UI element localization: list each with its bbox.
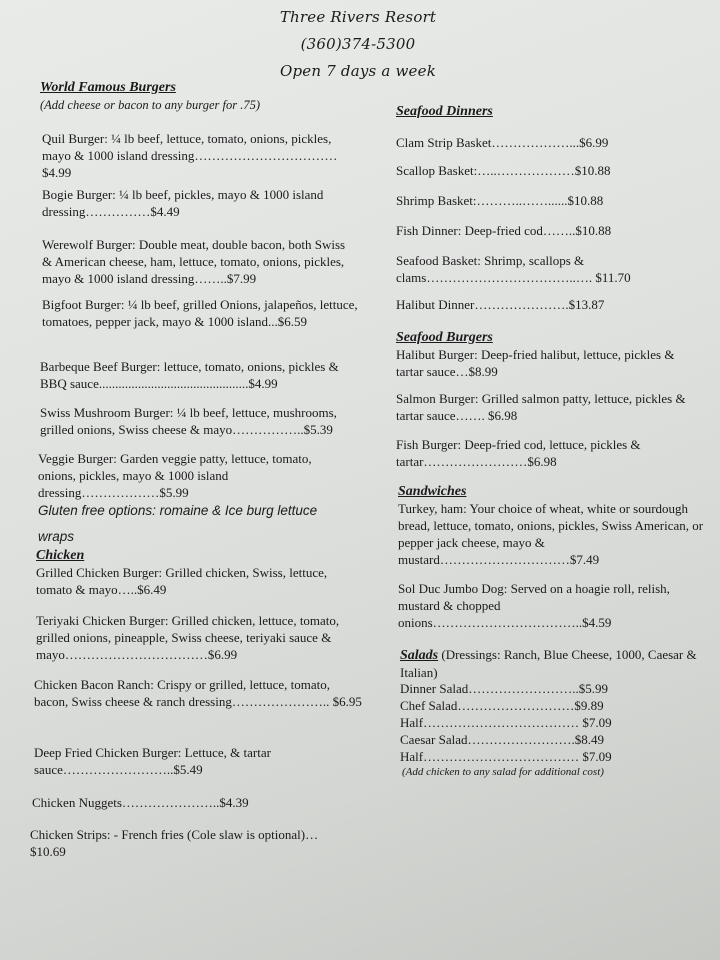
menu-item-halibut-dinner: Halibut Dinner………………….$13.87 (396, 297, 605, 312)
salads-title: Salads (400, 648, 439, 663)
menu-item-fish-burger: Fish Burger: Deep-fried cod, lettuce, pickles & tartar……………………$6.98 (396, 437, 641, 469)
hours-text: Open 7 days a week (280, 62, 436, 80)
menu-item-salmon-burger: Salmon Burger: Grilled salmon patty, lettuce, pickles & tartar sauce……. $6.98 (396, 391, 686, 423)
salads-dressings: (Dressings: Ranch, Blue Cheese, 1000, Caesar & Italian) (400, 647, 697, 680)
phone-number: (360)374-5300 (300, 35, 416, 53)
menu-item-chicken-bacon-ranch: Chicken Bacon Ranch: Crispy or grilled, lettuce, tomato, bacon, Swiss cheese & ranch dressing………………….. $6.95 (34, 677, 362, 709)
menu-item-deep-fried-chicken-burger: Deep Fried Chicken Burger: Lettuce, & tartar sauce……………………..$5.49 (34, 745, 271, 777)
menu-item-chicken-nuggets: Chicken Nuggets…………………..$4.39 (32, 795, 249, 810)
burgers-note: (Add cheese or bacon to any burger for .75) (40, 98, 260, 112)
menu-item-shrimp-basket: Shrimp Basket:………..……......$10.88 (396, 193, 604, 208)
menu-item-teriyaki-chicken-burger: Teriyaki Chicken Burger: Grilled chicken, lettuce, tomato, grilled onions, pineapple, Swiss cheese, teriyaki sauce & mayo……………………………$6.99 (36, 613, 340, 662)
menu-item-chicken-strips: Chicken Strips: - French fries (Cole slaw is optional)…$10.69 (30, 827, 319, 859)
menu-item-swiss-mushroom-burger: Swiss Mushroom Burger: ¼ lb beef, lettuce, mushrooms, grilled onions, Swiss cheese & mayo……………..$5.39 (40, 405, 337, 437)
menu-item-werewolf-burger: Werewolf Burger: Double meat, double bacon, both Swiss & American cheese, ham, lettuce, tomato, onions, pickles, mayo & 1000 island dressing……..$7.99 (42, 237, 346, 286)
menu-item-chef-salad-half: Half……………………………… $7.09 (400, 715, 612, 730)
menu-item-caesar-salad: Caesar Salad…………………….$8.49 (400, 732, 605, 747)
menu-item-quil-burger: Quil Burger: ¼ lb beef, lettuce, tomato, onions, pickles, mayo & 1000 island dressing……………………………$4.99 (42, 131, 338, 180)
menu-item-caesar-salad-half: Half……………………………… $7.09 (400, 749, 612, 764)
seafood-burgers-title: Seafood Burgers (396, 330, 493, 345)
menu-item-bigfoot-burger: Bigfoot Burger: ¼ lb beef, grilled Onions, jalapeños, lettuce, tomatoes, pepper jack, mayo & 1000 island...$6.59 (42, 297, 358, 329)
gluten-free-note: Gluten free options: romaine & Ice burg lettuce wraps (38, 503, 318, 544)
menu-item-dinner-salad: Dinner Salad……………………..$5.99 (400, 681, 608, 696)
menu-item-veggie-burger: Veggie Burger: Garden veggie patty, lettuce, tomato, onions, pickles, mayo & 1000 island dressing………………$5.99 (38, 451, 312, 500)
burgers-title: World Famous Burgers (40, 80, 176, 95)
menu-header (0, 4, 718, 85)
chicken-title: Chicken (36, 548, 85, 563)
menu-item-seafood-basket: Seafood Basket: Shrimp, scallops & clams……………………………..…. $11.70 (396, 253, 631, 285)
menu-item-scallop-basket: Scallop Basket:…..………………$10.88 (396, 163, 611, 178)
salads-note: (Add chicken to any salad for additional cost) (402, 766, 604, 778)
menu-item-fish-dinner: Fish Dinner: Deep-fried cod……..$10.88 (396, 223, 612, 238)
menu-item-bogie-burger: Bogie Burger: ¼ lb beef, pickles, mayo & 1000 island dressing……………$4.49 (42, 187, 324, 219)
menu-item-sol-duc-jumbo-dog: Sol Duc Jumbo Dog: Served on a hoagie roll, relish, mustard & chopped onions……………………………..$4.59 (398, 581, 670, 630)
menu-item-turkey-ham: Turkey, ham: Your choice of wheat, white or sourdough bread, lettuce, tomato, onions, pickles, Swiss American, or pepper jack cheese, mayo & mustard…………………………$7.49 (398, 501, 704, 567)
menu-item-halibut-burger: Halibut Burger: Deep-fried halibut, lettuce, pickles & tartar sauce…$8.99 (396, 347, 675, 379)
sandwiches-title: Sandwiches (398, 484, 467, 499)
menu-item-bbq-burger: Barbeque Beef Burger: lettuce, tomato, onions, pickles & BBQ sauce..............................................$4.99 (40, 359, 339, 391)
menu-item-chef-salad: Chef Salad………………………$9.89 (400, 698, 604, 713)
salads-heading (400, 646, 716, 681)
seafood-dinners-title: Seafood Dinners (396, 104, 493, 119)
restaurant-name: Three Rivers Resort (279, 8, 437, 26)
menu-item-grilled-chicken-burger: Grilled Chicken Burger: Grilled chicken, Swiss, lettuce, tomato & mayo…..$6.49 (36, 565, 328, 597)
menu-item-clam-strip-basket: Clam Strip Basket………………...$6.99 (396, 135, 609, 150)
